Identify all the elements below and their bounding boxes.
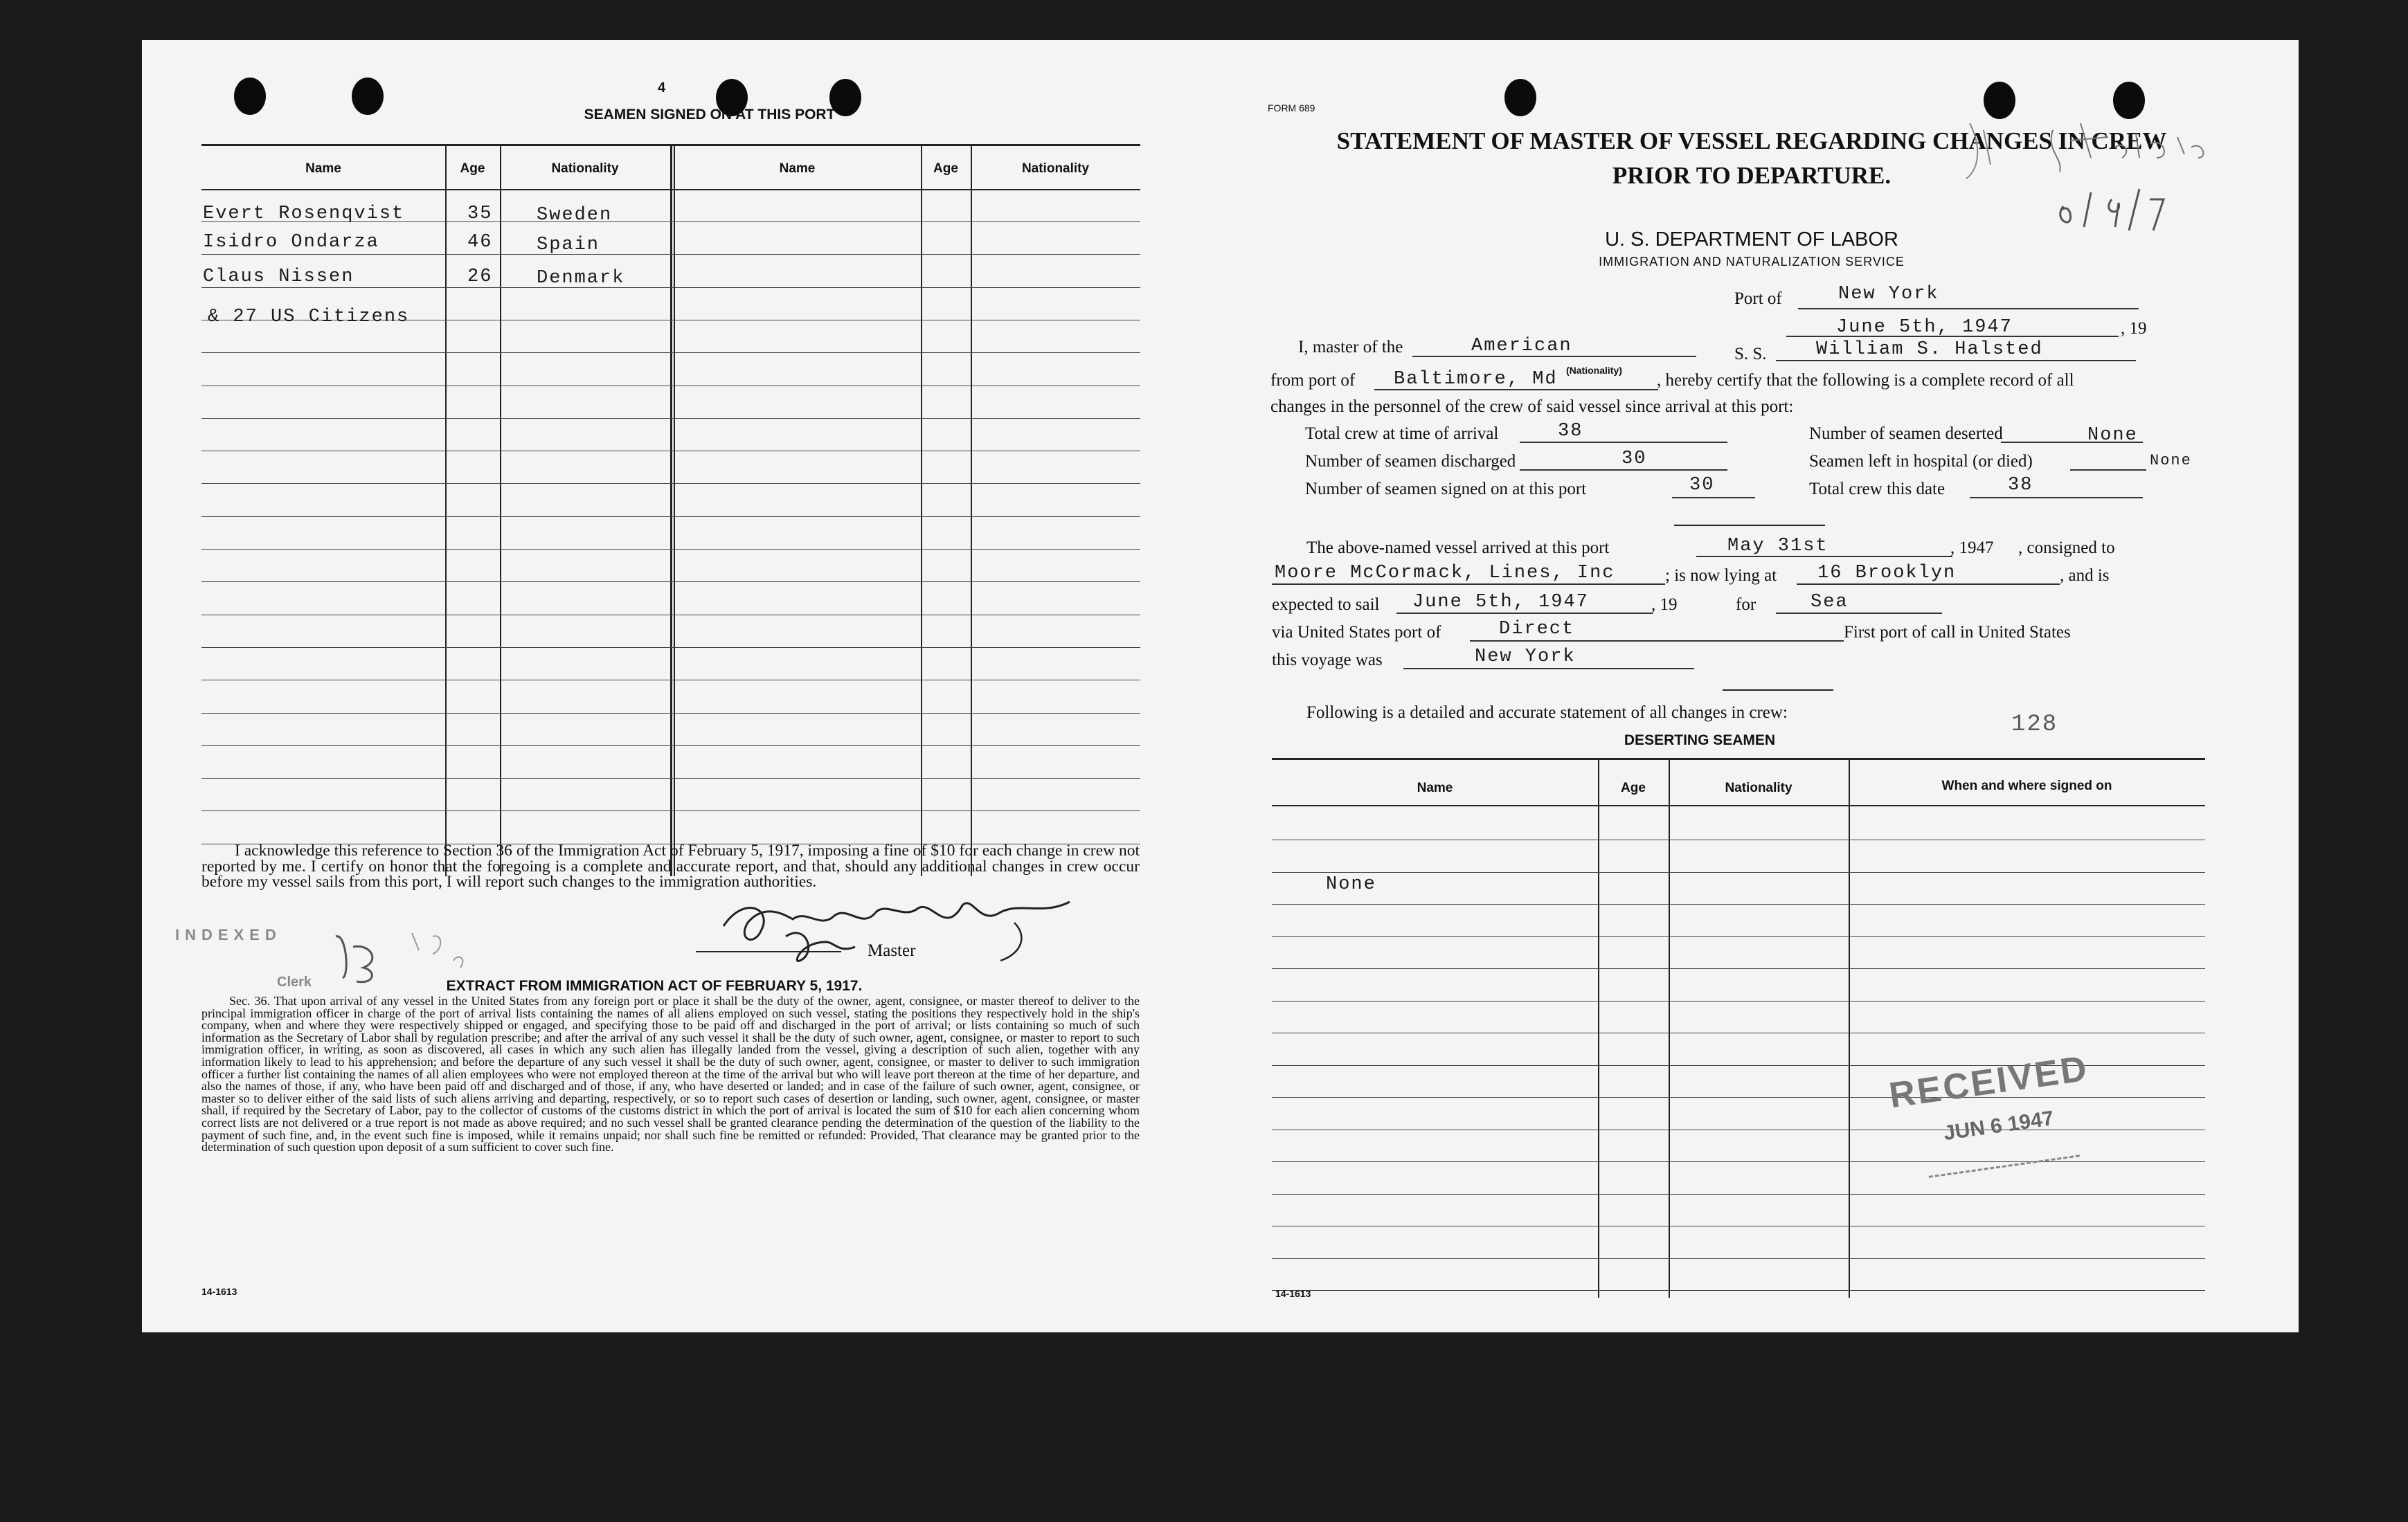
seaman-age: 46 — [467, 232, 493, 253]
form-subtitle: PRIOR TO DEPARTURE. — [1612, 162, 1892, 189]
port-value: New York — [1838, 284, 1939, 305]
table-row-line — [1272, 872, 2205, 873]
consignee-value: Moore McCormack, Lines, Inc — [1275, 563, 1615, 583]
table-row-line — [201, 352, 1140, 353]
changes-text: changes in the personnel of the crew of said vessel since arrival at this port: — [1270, 397, 1794, 416]
master-of-label: I, master of the — [1298, 338, 1403, 356]
deserting-title: DESERTING SEAMEN — [1624, 732, 1776, 748]
table-row-line — [201, 778, 1140, 779]
service: IMMIGRATION AND NATURALIZATION SERVICE — [1599, 255, 1905, 269]
column-header-age: Age — [933, 161, 958, 176]
for-label: for — [1736, 595, 1756, 614]
extract-text: Sec. 36. That upon arrival of any vessel in the United States from any foreign port or place it shall be the duty of the owner, agent, consignee, or master thereof to deliver to the principal immigration officer in charge of the port of arrival lists containing the names of all aliens employed on such vessel, stating the positions they respectively hold in the ship's company, when and where they were respectively shipped or engaged, and specifying those to be paid off and discharged in the port of arrival; or lists containing so much of such information as the Secretary of Labor shall by regulation prescribe; and after the arrival of any such vessel it shall be the duty of such owner, agent, consignee, or master to report to such immigration officer, in writing, as soon as discovered, all cases in which any such alien has illegally landed from the vessel, giving a description of such alien, together with any information likely to lead to his apprehension; and before the departure of any such vessel it shall be the duty of such owner, agent, consignee, or master to deliver to such immigration officer a further list containing the names of all alien employees who were not employed thereon at the time of the arrival but who will leave port thereon at the time of her departure, and also the names of those, if any, who have been paid off and discharged and of those, if any, who have deserted or landed; and in case of the failure of such owner, agent, consignee, or master so to deliver either of the said lists of such aliens arriving and departing, respectively, or so to report such cases of desertion or landing, such owner, agent, consignee, or master shall, if required by the Secretary of Labor, pay to the collector of customs of the customs district in which the port of arrival is located the sum of $10 for each alien concerning whom correct lists are not delivered or a true report is not made as above required; and no such vessel shall be granted clearance pending the determination of the question of the liability to the payment of such fine, and, in the event such fine is imposed, while it remains unpaid; nor shall such fine be remitted or refunded: Provided, That clearance may be granted prior to the determination of such question upon deposit of a sum sufficient to cover such fine. — [201, 994, 1140, 1154]
first-port-label: First port of call in United States — [1844, 623, 2071, 642]
form-code: 14-1613 — [1275, 1288, 1311, 1299]
clerk-label: Clerk — [277, 975, 312, 990]
table-row-line — [201, 810, 1140, 811]
page-number: 4 — [658, 80, 666, 96]
master-label: Master — [868, 941, 916, 960]
arrived-label: The above-named vessel arrived at this port — [1306, 538, 1610, 557]
table-row-line — [201, 418, 1140, 419]
column-header-signed-on: When and where signed on — [1941, 779, 2112, 793]
stat-value: None — [2087, 425, 2138, 446]
received-stamp — [1887, 1048, 2101, 1189]
seaman-name: Isidro Ondarza — [203, 232, 379, 253]
column-header-nationality: Nationality — [1725, 781, 1792, 795]
seaman-nationality: Sweden — [537, 205, 613, 226]
table-row-line — [1272, 1001, 2205, 1002]
handwritten-note — [1942, 109, 2233, 234]
indexed-stamp: INDEXED — [175, 926, 282, 943]
document-page — [142, 40, 2299, 1332]
form-title: STATEMENT OF MASTER OF VESSEL REGARDING CHANGES IN CREW — [1336, 127, 2167, 154]
arrived-year: , 1947 — [1950, 538, 1994, 557]
stat-label: Number of seamen signed on at this port — [1305, 480, 1587, 498]
seaman-nationality: Denmark — [537, 268, 625, 289]
port-label: Port of — [1734, 289, 1782, 308]
form-code: 14-1613 — [201, 1286, 237, 1297]
stat-label: Total crew this date — [1809, 480, 1946, 498]
column-header-nationality: Nationality — [1021, 161, 1090, 176]
nationality-note: (Nationality) — [1566, 365, 1622, 376]
ss-label: S. S. — [1734, 345, 1767, 363]
received-stamp-date: JUN 6 1947 — [1942, 1107, 2056, 1145]
number-stamp: 128 — [2011, 712, 2058, 738]
seaman-age: 35 — [467, 203, 493, 224]
ship-value: William S. Halsted — [1816, 339, 2043, 360]
date-value: June 5th, 1947 — [1836, 317, 2013, 338]
left-page-title: SEAMEN SIGNED ON AT THIS PORT — [584, 107, 836, 123]
seaman-nationality: Spain — [537, 235, 600, 255]
form-number: FORM 689 — [1268, 102, 1315, 114]
stat-value: 30 — [1621, 449, 1647, 469]
expected-year: , 19 — [1651, 595, 1678, 614]
via-value: Direct — [1499, 619, 1575, 640]
via-label: via United States port of — [1272, 623, 1441, 642]
stat-value: None — [2150, 452, 2192, 469]
punch-hole — [234, 78, 266, 115]
lying-label: ; is now lying at — [1665, 566, 1777, 585]
voyage-label: this voyage was — [1272, 651, 1383, 669]
column-header-name: Name — [779, 161, 816, 176]
expected-value: June 5th, 1947 — [1412, 592, 1589, 613]
punch-hole — [352, 78, 384, 115]
voyage-value: New York — [1475, 646, 1576, 667]
column-header-name: Name — [1417, 781, 1453, 795]
stat-label: Number of seamen discharged — [1305, 452, 1516, 471]
table-row-line — [1272, 904, 2205, 905]
from-port-value: Baltimore, Md — [1394, 369, 1558, 390]
stat-value: 38 — [2008, 475, 2033, 496]
and-is-label: , and is — [2060, 566, 2110, 585]
consigned-label: , consigned to — [2018, 538, 2115, 557]
nationality-value: American — [1471, 336, 1572, 356]
date-suffix: , 19 — [2121, 319, 2147, 338]
table-row-line — [1272, 1290, 2205, 1291]
for-value: Sea — [1811, 592, 1849, 613]
stat-value: 38 — [1558, 421, 1583, 442]
table-row-line — [201, 745, 1140, 746]
table-row-line — [201, 713, 1140, 714]
table-row-line — [1272, 1258, 2205, 1259]
acknowledgement-text: I acknowledge this reference to Section 36 of the Immigration Act of February 5, 1917, imposing a fine of $10 for each change in crew not reported by me. I certify on honor that the foregoing is a complete and accurate report, and that, should any additional changes in crew occur before my vessel sails from this port, I will report such changes to the immigration authorities. — [201, 842, 1140, 891]
lying-value: 16 Brooklyn — [1817, 563, 1957, 583]
table-row-line — [201, 549, 1140, 550]
stat-label: Seamen left in hospital (or died) — [1809, 452, 2033, 471]
stat-label: Total crew at time of arrival — [1305, 424, 1499, 443]
deserter-name: None — [1326, 874, 1376, 895]
table-row-line — [201, 516, 1140, 517]
seaman-name: & 27 US Citizens — [208, 307, 410, 327]
column-header-name: Name — [305, 161, 341, 176]
table-row-line — [201, 581, 1140, 582]
extract-title: EXTRACT FROM IMMIGRATION ACT OF FEBRUARY 5, 1917. — [446, 978, 863, 994]
table-row-line — [201, 254, 1140, 255]
table-row-line — [1272, 968, 2205, 969]
column-header-age: Age — [460, 161, 485, 176]
stat-value: 30 — [1689, 475, 1715, 496]
column-header-nationality: Nationality — [551, 161, 619, 176]
seaman-age: 26 — [467, 266, 493, 287]
seaman-name: Evert Rosenqvist — [203, 203, 405, 224]
department: U. S. DEPARTMENT OF LABOR — [1605, 228, 1898, 251]
stat-label: Number of seamen deserted — [1809, 424, 2003, 443]
certify-text: , hereby certify that the following is a complete record of all — [1657, 371, 2074, 390]
table-row-line — [1272, 936, 2205, 937]
expected-label: expected to sail — [1272, 595, 1380, 614]
seaman-name: Claus Nissen — [203, 266, 354, 287]
following-text: Following is a detailed and accurate statement of all changes in crew: — [1306, 703, 1788, 722]
table-row-line — [201, 647, 1140, 648]
table-row-line — [201, 483, 1140, 484]
arrived-value: May 31st — [1727, 536, 1829, 556]
punch-hole — [1504, 79, 1536, 116]
column-header-age: Age — [1621, 781, 1646, 795]
from-port-label: from port of — [1270, 371, 1356, 390]
received-stamp-text: RECEIVED — [1887, 1048, 2092, 1116]
table-row-line — [1272, 1194, 2205, 1195]
